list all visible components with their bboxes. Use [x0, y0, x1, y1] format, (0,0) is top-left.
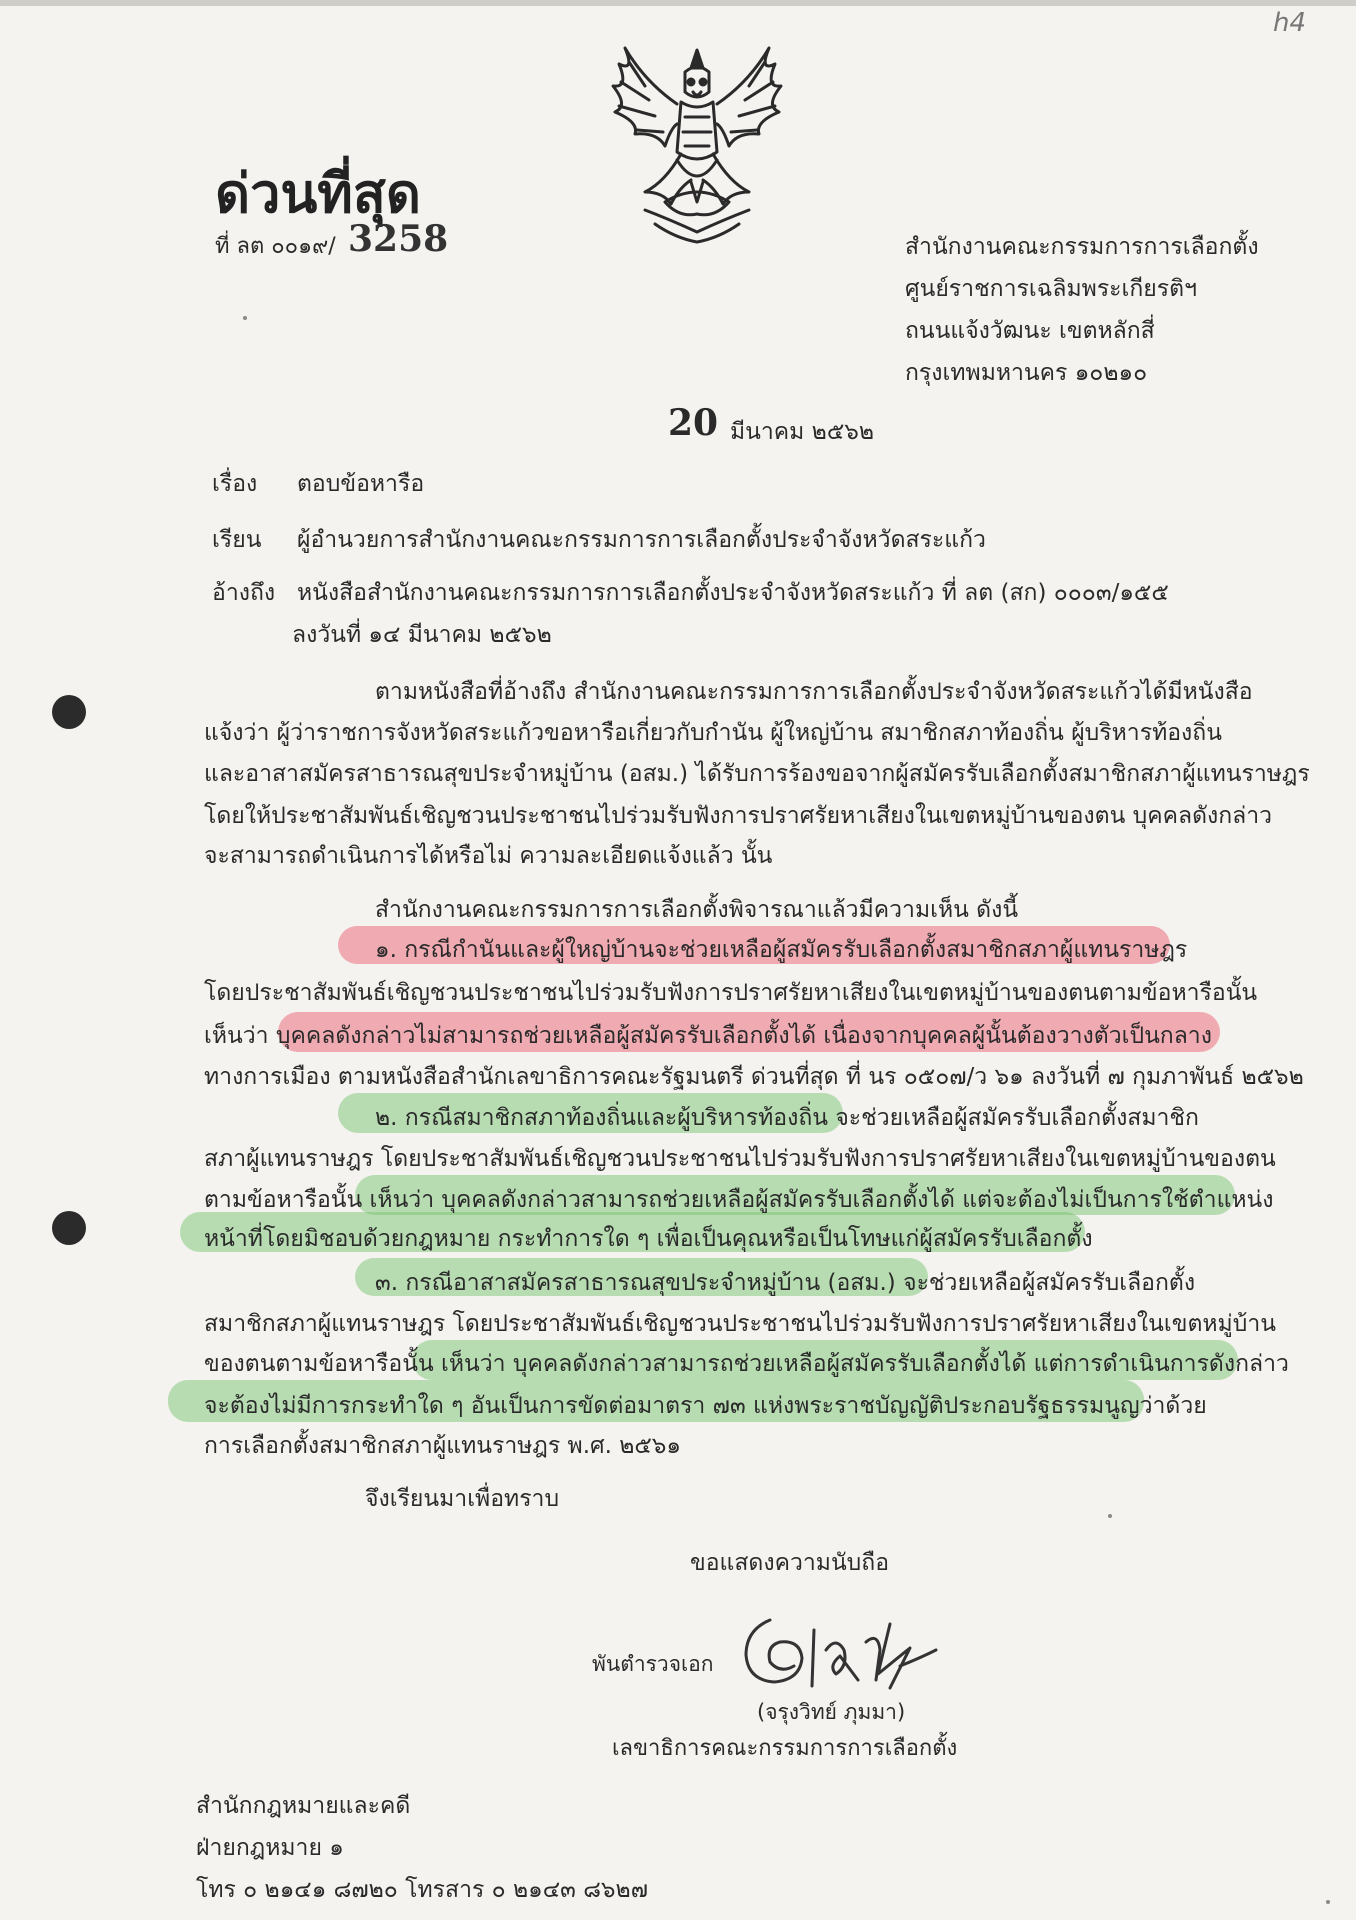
address-line: ถนนแจ้งวัฒนะ เขตหลักสี่	[905, 318, 1155, 344]
intro-line: และอาสาสมัครสาธารณสุขประจำหมู่บ้าน (อสม.) ได้รับการร้องขอจากผู้สมัครรับเลือกตั้งสมาชิกสภาผู้แทนราษฎร	[204, 761, 1310, 787]
signatory-rank: พันตำรวจเอก	[592, 1652, 714, 1676]
intro-line: จะสามารถดำเนินการได้หรือไม่ ความละเอียดแจ้งแล้ว นั้น	[204, 843, 773, 869]
reference-line-1: หนังสือสำนักงานคณะกรรมการการเลือกตั้งประจำจังหวัดสระแก้ว ที่ ลต (สก) ๐๐๐๓/๑๕๕	[297, 580, 1169, 606]
item1-line: เห็นว่า บุคคลดังกล่าวไม่สามารถช่วยเหลือผู้สมัครรับเลือกตั้งได้ เนื่องจากบุคคลผู้นั้นต้องวางตัวเป็นกลาง	[204, 1023, 1212, 1049]
corner-handwritten-mark: h4	[1272, 8, 1306, 38]
document-number-handwritten: 3258	[348, 218, 449, 260]
recipient-value: ผู้อำนวยการสำนักงานคณะกรรมการการเลือกตั้งประจำจังหวัดสระแก้ว	[297, 527, 986, 553]
address-line: สำนักงานคณะกรรมการการเลือกตั้ง	[905, 234, 1259, 260]
address-line: ศูนย์ราชการเฉลิมพระเกียรติฯ	[905, 276, 1197, 302]
subject-value: ตอบข้อหารือ	[297, 471, 425, 497]
item2-line: หน้าที่โดยมิชอบด้วยกฎหมาย กระทำการใด ๆ เพื่อเป็นคุณหรือเป็นโทษแก่ผู้สมัครรับเลือกตั้ง	[204, 1226, 1093, 1252]
date-day-handwritten: 20	[668, 402, 719, 444]
scan-speck	[1108, 1514, 1112, 1518]
scan-speck	[1326, 1900, 1330, 1904]
recipient-label: เรียน	[212, 527, 262, 553]
item1-line: ๑. กรณีกำนันและผู้ใหญ่บ้านจะช่วยเหลือผู้สมัครรับเลือกตั้งสมาชิกสภาผู้แทนราษฎร	[375, 937, 1188, 963]
item3-line: การเลือกตั้งสมาชิกสภาผู้แทนราษฎร พ.ศ. ๒๕๖๑	[204, 1433, 682, 1459]
handwritten-signature	[740, 1610, 940, 1700]
intro-line: แจ้งว่า ผู้ว่าราชการจังหวัดสระแก้วขอหารือเกี่ยวกับกำนัน ผู้ใหญ่บ้าน สมาชิกสภาท้องถิ่น ผู้บริหารท้องถิ่น	[204, 720, 1222, 746]
punch-hole	[52, 695, 86, 729]
item3-line: ๓. กรณีอาสาสมัครสาธารณสุขประจำหมู่บ้าน (อสม.) จะช่วยเหลือผู้สมัครรับเลือกตั้ง	[375, 1270, 1196, 1296]
document-number-prefix: ที่ ลต ๐๐๑๙/	[215, 234, 336, 259]
item2-line: ๒. กรณีสมาชิกสภาท้องถิ่นและผู้บริหารท้องถิ่น จะช่วยเหลือผู้สมัครรับเลือกตั้งสมาชิก	[375, 1105, 1199, 1131]
item3-line: จะต้องไม่มีการกระทำใด ๆ อันเป็นการขัดต่อมาตรา ๗๓ แห่งพระราชบัญญัติประกอบรัฐธรรมนูญว่าด้วย	[204, 1393, 1207, 1419]
scan-speck	[243, 316, 247, 320]
reference-label: อ้างถึง	[212, 580, 276, 606]
urgency-stamp: ด่วนที่สุด	[215, 161, 421, 225]
opinion-line: สำนักงานคณะกรรมการการเลือกตั้งพิจารณาแล้วมีความเห็น ดังนี้	[375, 897, 1019, 923]
signatory-title: เลขาธิการคณะกรรมการการเลือกตั้ง	[612, 1736, 958, 1761]
intro-line: ตามหนังสือที่อ้างถึง สำนักงานคณะกรรมการการเลือกตั้งประจำจังหวัดสระแก้วได้มีหนังสือ	[375, 679, 1253, 705]
item3-line: สมาชิกสภาผู้แทนราษฎร โดยประชาสัมพันธ์เชิญชวนประชาชนไปร่วมรับฟังการปราศรัยหาเสียงในเขตหมู่บ้าน	[204, 1311, 1276, 1337]
footer-contact: โทร ๐ ๒๑๔๑ ๘๗๒๐ โทรสาร ๐ ๒๑๔๓ ๘๖๒๗	[196, 1877, 648, 1903]
reference-line-2: ลงวันที่ ๑๔ มีนาคม ๒๕๖๒	[292, 622, 552, 648]
regards-line: ขอแสดงความนับถือ	[690, 1550, 890, 1576]
intro-line: โดยให้ประชาสัมพันธ์เชิญชวนประชาชนไปร่วมรับฟังการปราศรัยหาเสียงในเขตหมู่บ้านของตน บุคคลดังกล่าว	[204, 803, 1273, 829]
garuda-emblem-icon	[605, 42, 790, 247]
scan-top-edge	[0, 0, 1356, 6]
item1-line: ทางการเมือง ตามหนังสือสำนักเลขาธิการคณะรัฐมนตรี ด่วนที่สุด ที่ นร ๐๕๐๗/ว ๖๑ ลงวันที่ ๗ กุมภาพันธ์ ๒๕๖๒	[204, 1064, 1304, 1090]
item1-line: โดยประชาสัมพันธ์เชิญชวนประชาชนไปร่วมรับฟังการปราศรัยหาเสียงในเขตหมู่บ้านของตนตามข้อหารือนั้น	[204, 980, 1258, 1006]
sender-address	[905, 226, 1259, 394]
address-line: กรุงเทพมหานคร ๑๐๒๑๐	[905, 360, 1148, 386]
signatory-name: (จรุงวิทย์ ภุมมา)	[757, 1700, 906, 1724]
item3-line: ของตนตามข้อหารือนั้น เห็นว่า บุคคลดังกล่าวสามารถช่วยเหลือผู้สมัครรับเลือกตั้งได้ แต่การดำเนินการดังกล่าว	[204, 1351, 1289, 1377]
date-month-year: มีนาคม ๒๕๖๒	[730, 419, 874, 445]
footer-office: สำนักกฎหมายและคดี	[196, 1793, 411, 1819]
closing-line: จึงเรียนมาเพื่อทราบ	[365, 1486, 560, 1512]
item2-line: สภาผู้แทนราษฎร โดยประชาสัมพันธ์เชิญชวนประชาชนไปร่วมรับฟังการปราศรัยหาเสียงในเขตหมู่บ้านของตน	[204, 1146, 1276, 1172]
footer-section: ฝ่ายกฎหมาย ๑	[196, 1835, 344, 1861]
punch-hole	[52, 1211, 86, 1245]
item2-line: ตามข้อหารือนั้น เห็นว่า บุคคลดังกล่าวสามารถช่วยเหลือผู้สมัครรับเลือกตั้งได้ แต่จะต้องไม่เป็นการใช้ตำแหน่ง	[204, 1187, 1274, 1213]
subject-label: เรื่อง	[212, 471, 258, 497]
